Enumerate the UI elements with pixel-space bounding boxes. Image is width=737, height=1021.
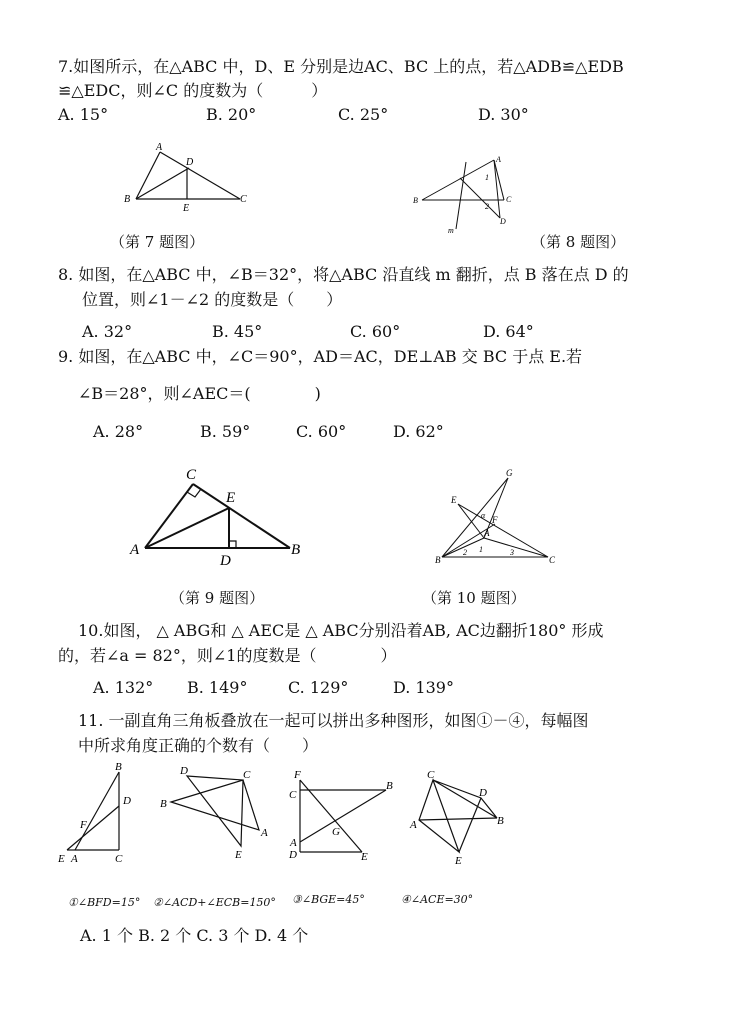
q11f3-seg-ab <box>300 790 386 842</box>
q10-label-g: G <box>506 468 513 478</box>
q9-label-e: E <box>226 490 236 506</box>
q10-caption: （第 10 题图） <box>422 589 526 607</box>
q11f4-seg-ab <box>419 818 497 820</box>
q11f3-label-d: D <box>289 849 297 861</box>
q8-seg-ba <box>422 160 494 200</box>
q11f3-label-f: F <box>294 769 301 781</box>
q8-stem-line1: 8. 如图，在△ABC 中，∠B＝32°，将△ABC 沿直线 m 翻折，点 B 落在点 D 的 <box>58 265 629 284</box>
q11f4-label-b: B <box>497 815 504 827</box>
q10-label-f: F <box>492 515 498 525</box>
q11f4-seg-de <box>459 798 481 852</box>
q11-stem-line1: 11. 一副直角三角板叠放在一起可以拼出多种图形，如图①－④，每幅图 <box>78 711 589 730</box>
q10-label-a: A <box>484 528 490 538</box>
q11f1-label-b: B <box>115 761 122 773</box>
q8-label-m: m <box>448 226 454 235</box>
q10-label-c: C <box>549 555 556 565</box>
q10-option-b: B. 149° <box>187 678 248 697</box>
q8-seg-ad <box>494 160 500 218</box>
q9-right-angle-d <box>229 541 236 548</box>
q10-label-alpha: α <box>481 511 486 520</box>
q11f3-label-a: A <box>290 837 297 849</box>
q11f4-label-c: C <box>427 769 435 781</box>
q8-label-c: C <box>506 195 512 204</box>
q8-option-a: A. 32° <box>82 322 133 341</box>
q11f1-label-a: A <box>71 853 78 865</box>
q7-seg-ac <box>160 152 240 199</box>
q11f4-label-e: E <box>455 855 462 867</box>
q9-seg-ac <box>145 484 193 548</box>
q9-figure <box>128 462 313 572</box>
q9-seg-cb <box>193 484 290 548</box>
q11-answer-options: A. 1 个 B. 2 个 C. 3 个 D. 4 个 <box>80 926 309 945</box>
q10-label-2: 2 <box>463 548 467 557</box>
q10-label-e: E <box>451 495 457 505</box>
q11f4-label-a: A <box>410 819 417 831</box>
q9-stem-line1: 9. 如图，在△ABC 中，∠C＝90°，AD＝AC，DE⊥AB 交 BC 于点 E.若 <box>58 347 583 366</box>
q11f4-label-d: D <box>479 787 487 799</box>
q11f1-label-e: E <box>58 853 65 865</box>
q9-label-d: D <box>220 553 231 569</box>
q11-subcaption-3: ③∠BGE=45° <box>292 893 365 906</box>
q8-caption: （第 8 题图） <box>531 233 626 251</box>
q7-label-a: A <box>156 142 163 153</box>
q8-seg-ac <box>494 160 504 200</box>
q8-seg-ed <box>460 178 500 218</box>
q11-subcaption-4: ④∠ACE=30° <box>401 893 474 906</box>
q11-figure-4 <box>405 766 515 868</box>
q8-label-2: 2 <box>485 202 489 211</box>
q8-option-b: B. 45° <box>212 322 263 341</box>
q11f1-label-d: D <box>123 795 131 807</box>
q7-stem-line1: 7.如图所示，在△ABC 中，D、E 分别是边AC、BC 上的点，若△ADB≌△EDB <box>58 57 624 76</box>
q10-option-a: A. 132° <box>93 678 154 697</box>
q11f4-triangle-cae <box>419 780 459 852</box>
q10-seg-ac <box>484 538 548 557</box>
q10-stem-line1: 10.如图， △ ABG和 △ AEC是 △ ABC分别沿着AB, AC边翻折180° 形成 <box>78 621 604 640</box>
q10-option-c: C. 129° <box>288 678 349 697</box>
q11f1-label-c: C <box>115 853 123 865</box>
q11f2-label-e: E <box>235 849 242 861</box>
q9-option-a: A. 28° <box>93 422 144 441</box>
q8-line-m <box>456 162 466 229</box>
q7-stem-line2: ≌△EDC，则∠C 的度数为（ ） <box>58 81 328 100</box>
q10-label-b: B <box>435 555 441 565</box>
q9-label-b: B <box>291 542 301 558</box>
q7-option-b: B. 20° <box>206 105 257 124</box>
q9-caption: （第 9 题图） <box>170 589 265 607</box>
q11-subcaption-1: ①∠BFD=15° <box>68 896 141 909</box>
q11-figure-1 <box>55 760 140 868</box>
q7-caption: （第 7 题图） <box>110 233 205 251</box>
q7-label-b: B <box>124 194 131 205</box>
q9-label-a: A <box>130 542 140 558</box>
q10-figure <box>428 466 563 568</box>
q8-option-c: C. 60° <box>350 322 401 341</box>
q9-stem-line2: ∠B＝28°，则∠AEC＝( ) <box>78 384 321 403</box>
q11-figure-3 <box>286 766 398 866</box>
q8-figure <box>408 152 528 236</box>
q11f1-seg-ed <box>67 806 119 850</box>
q11f3-label-g: G <box>332 826 340 838</box>
q9-option-d: D. 62° <box>393 422 444 441</box>
q7-figure <box>120 138 260 218</box>
q10-seg-bg <box>442 478 508 557</box>
q8-option-d: D. 64° <box>483 322 534 341</box>
q7-option-c: C. 25° <box>338 105 389 124</box>
q11f4-triangle-cdb <box>433 780 497 818</box>
q11f3-label-b: B <box>386 780 393 792</box>
q9-option-b: B. 59° <box>200 422 251 441</box>
q11f3-label-e: E <box>361 851 368 863</box>
q7-option-d: D. 30° <box>478 105 529 124</box>
q7-label-d: D <box>186 157 194 168</box>
q11f2-label-c: C <box>243 769 251 781</box>
q11-figure-2 <box>155 762 275 864</box>
q9-option-c: C. 60° <box>296 422 347 441</box>
q11f2-label-b: B <box>160 798 167 810</box>
q11f2-label-a: A <box>261 827 268 839</box>
q8-label-d: D <box>500 217 506 226</box>
q10-option-d: D. 139° <box>393 678 454 697</box>
q10-stem-line2: 的，若∠a = 82°，则∠1的度数是（ ） <box>58 646 397 665</box>
q11-subcaption-2: ②∠ACD+∠ECB=150° <box>153 896 276 909</box>
q11f3-label-c: C <box>289 789 297 801</box>
q8-stem-line2: 位置，则∠1－∠2 的度数是（ ） <box>82 290 343 309</box>
q11-stem-line2: 中所求角度正确的个数有（ ） <box>78 736 319 755</box>
q11f1-label-f: F <box>80 819 87 831</box>
q11f2-triangle-dce <box>187 776 243 846</box>
q7-label-e: E <box>183 203 190 214</box>
q8-label-b: B <box>413 196 418 205</box>
q7-option-a: A. 15° <box>58 105 109 124</box>
q10-label-1: 1 <box>479 545 483 554</box>
q11f3-seg-fe <box>300 780 362 852</box>
q11f2-label-d: D <box>180 765 188 777</box>
q8-label-1: 1 <box>485 173 489 182</box>
q10-label-3: 3 <box>510 548 514 557</box>
q10-seg-ec <box>458 504 548 557</box>
q7-label-c: C <box>240 194 247 205</box>
q11f2-triangle-bca <box>171 780 259 830</box>
q9-seg-ae <box>145 508 229 548</box>
q8-label-a: A <box>496 155 501 164</box>
q9-label-c: C <box>186 467 197 483</box>
